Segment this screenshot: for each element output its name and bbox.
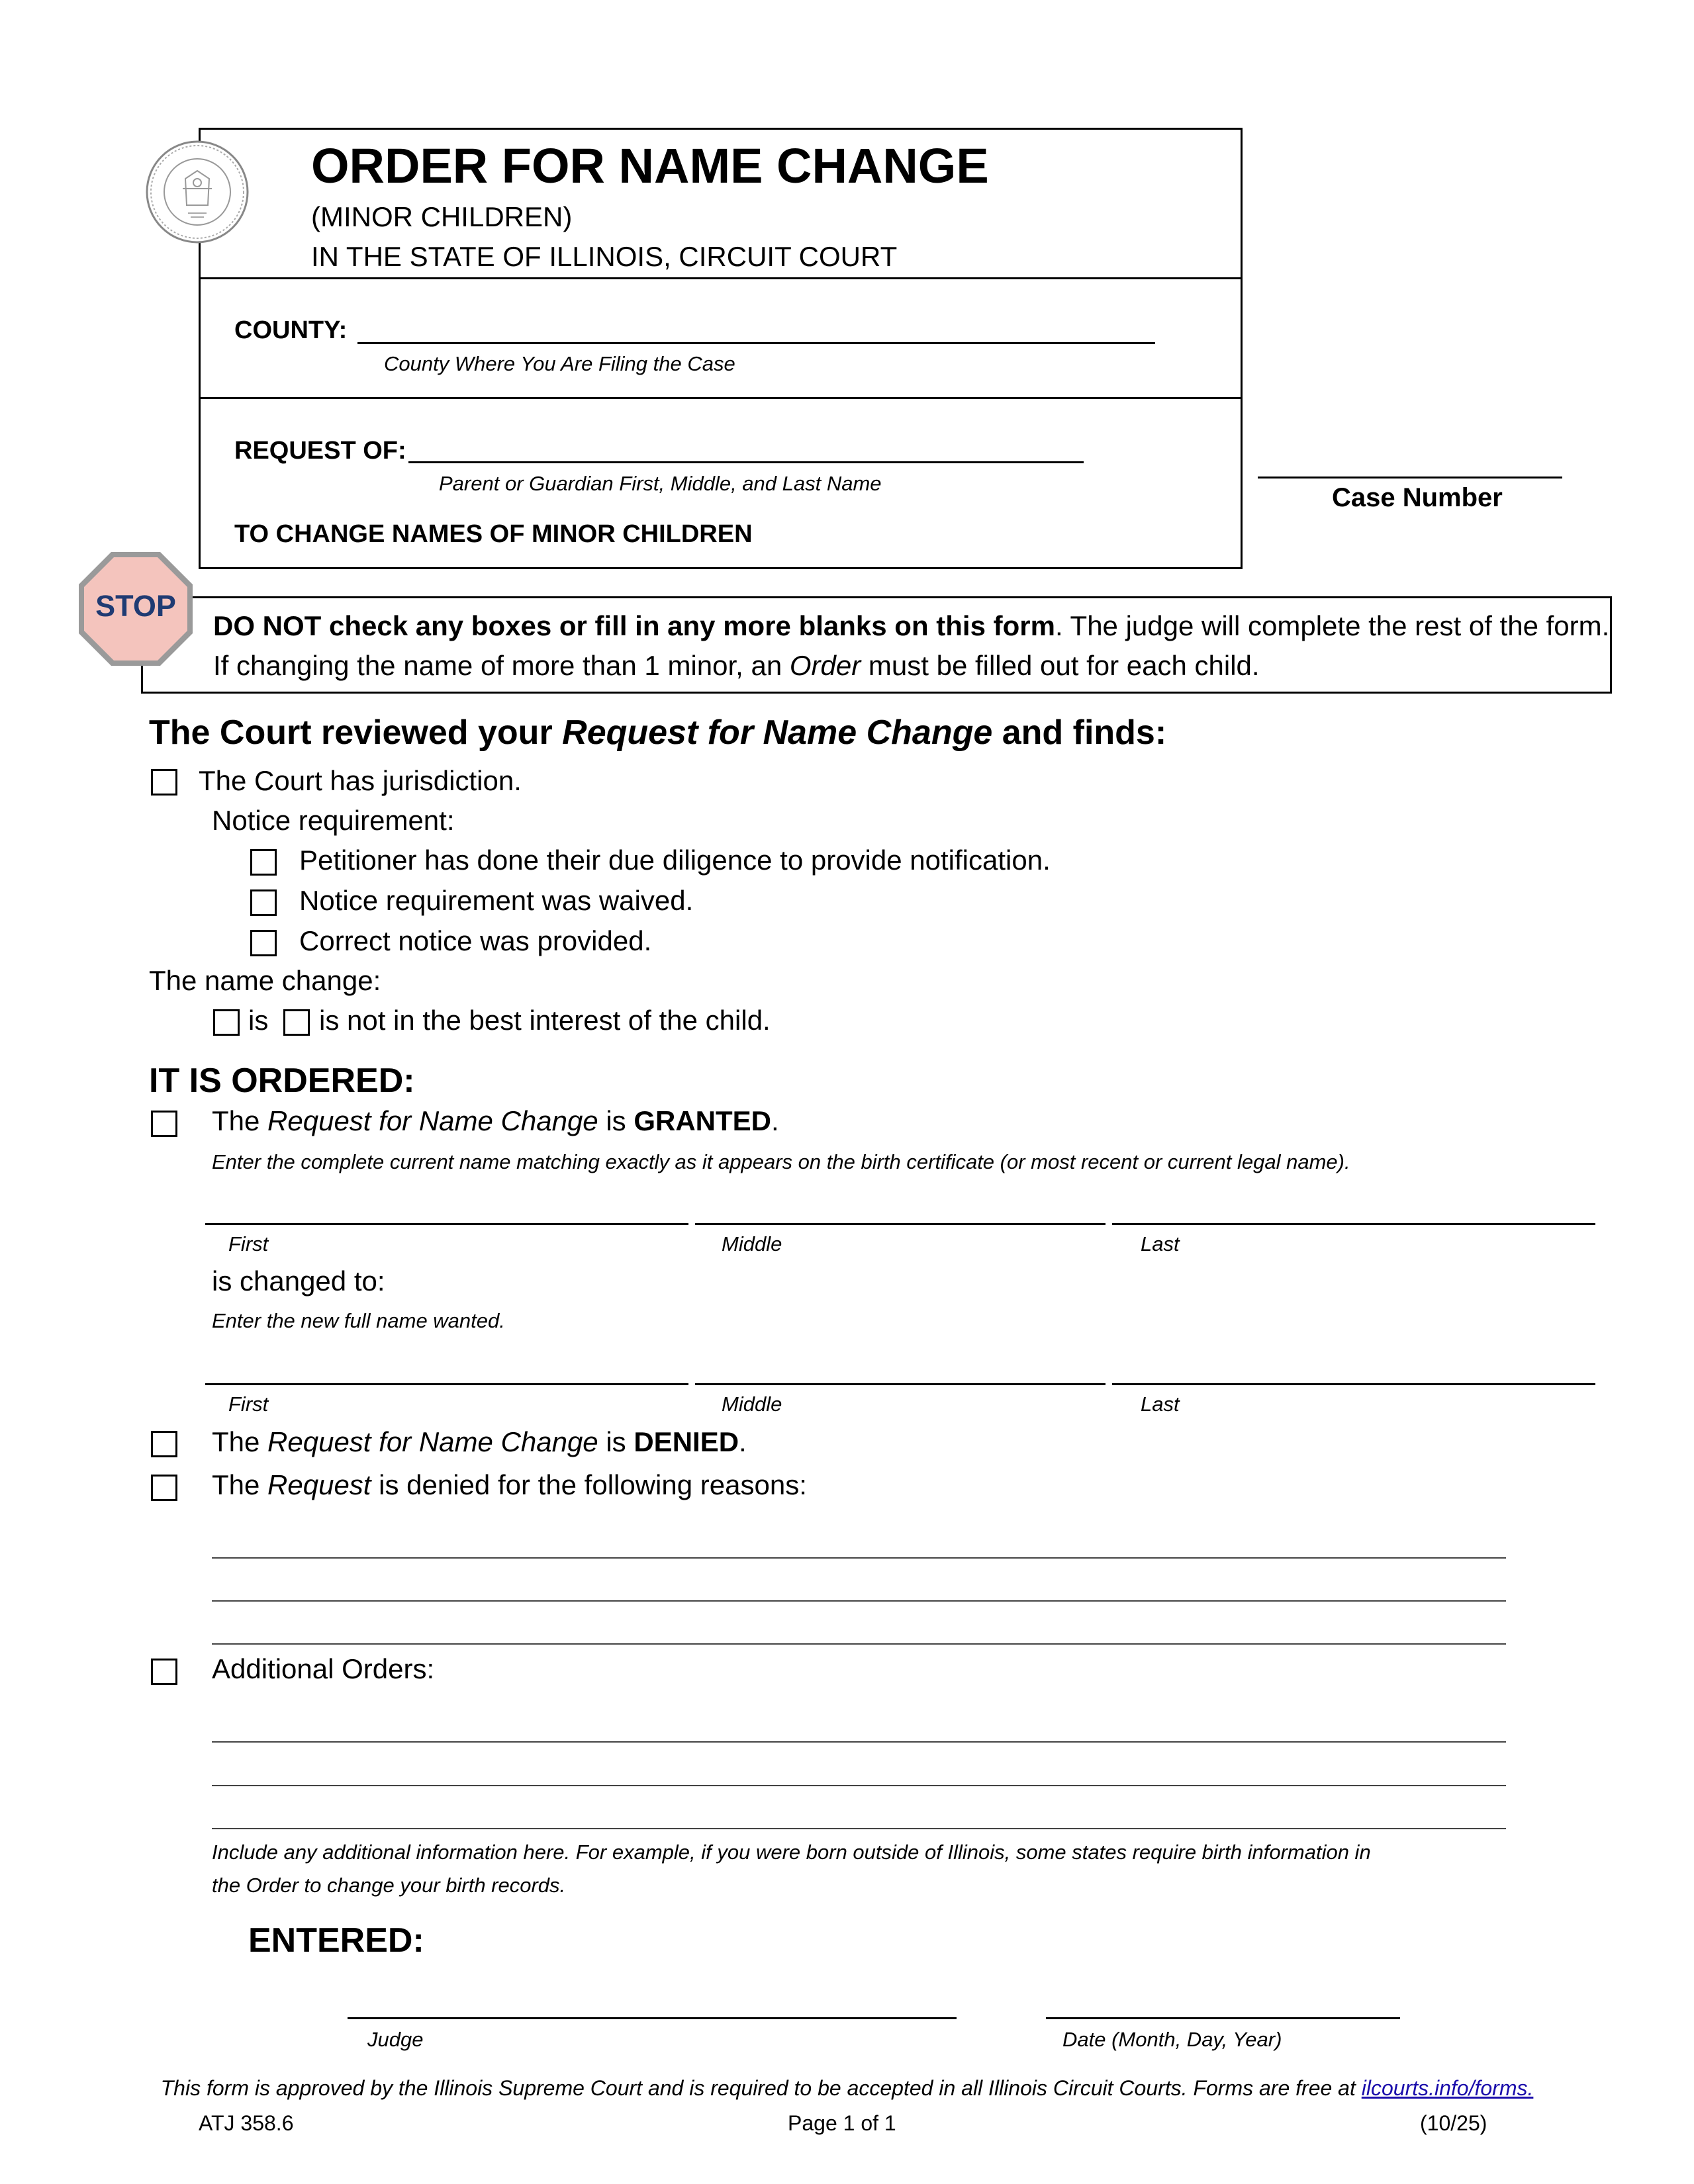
stop-instruction-order: Order bbox=[789, 650, 861, 681]
current-first-name-line[interactable] bbox=[205, 1223, 688, 1225]
stop-instruction-rest: . The judge will complete the rest of the form. bbox=[1055, 610, 1610, 641]
current-first-label: First bbox=[228, 1232, 269, 1255]
forms-link[interactable]: ilcourts.info/forms. bbox=[1361, 2076, 1534, 2100]
denied-text-e: . bbox=[739, 1426, 747, 1457]
page-number: Page 1 of 1 bbox=[788, 2111, 896, 2135]
form-subtitle: (MINOR CHILDREN) bbox=[311, 201, 573, 232]
county-label: COUNTY: bbox=[234, 316, 348, 344]
additional-order-line-1[interactable] bbox=[212, 1741, 1506, 1743]
case-number-field-line[interactable] bbox=[1258, 477, 1562, 478]
notice-provided-label: Correct notice was provided. bbox=[299, 925, 652, 956]
notice-waived-checkbox[interactable] bbox=[250, 889, 277, 916]
jurisdiction-checkbox[interactable] bbox=[151, 769, 177, 796]
findings-heading bbox=[149, 713, 1166, 752]
denied-reason-line-3[interactable] bbox=[212, 1643, 1506, 1645]
request-of-field-line[interactable] bbox=[408, 461, 1084, 463]
court-name: IN THE STATE OF ILLINOIS, CIRCUIT COURT bbox=[311, 241, 898, 272]
form-version: (10/25) bbox=[1420, 2111, 1487, 2135]
denied-text-a: The bbox=[212, 1426, 268, 1457]
new-first-name-line[interactable] bbox=[205, 1383, 688, 1385]
additional-info-note-2: the Order to change your birth records. bbox=[212, 1874, 566, 1897]
notice-provided-checkbox[interactable] bbox=[250, 930, 277, 956]
new-last-name-line[interactable] bbox=[1112, 1383, 1595, 1385]
reasons-text-b: Request bbox=[267, 1469, 371, 1500]
change-names-label: TO CHANGE NAMES OF MINOR CHILDREN bbox=[234, 520, 753, 548]
denied-reasons-checkbox[interactable] bbox=[151, 1475, 177, 1501]
notice-waived-label: Notice requirement was waived. bbox=[299, 885, 694, 916]
form-title: ORDER FOR NAME CHANGE bbox=[311, 138, 989, 193]
reasons-text-c: is denied for the following reasons: bbox=[371, 1469, 807, 1500]
changed-to-label: is changed to: bbox=[212, 1265, 385, 1297]
denied-reasons-label bbox=[212, 1469, 807, 1501]
denied-checkbox[interactable] bbox=[151, 1431, 177, 1457]
new-first-label: First bbox=[228, 1392, 269, 1416]
jurisdiction-label: The Court has jurisdiction. bbox=[199, 765, 522, 796]
stop-instruction-line-2 bbox=[213, 650, 1260, 682]
judge-signature-line[interactable] bbox=[348, 2017, 957, 2019]
supreme-court-seal bbox=[144, 139, 250, 245]
additional-order-line-2[interactable] bbox=[212, 1785, 1506, 1786]
current-name-instruction: Enter the complete current name matching exactly as it appears on the birth certificate (or most recent or current legal name). bbox=[212, 1150, 1350, 1173]
granted-label bbox=[212, 1105, 779, 1137]
best-interest-is-checkbox[interactable] bbox=[213, 1009, 240, 1036]
new-middle-label: Middle bbox=[722, 1392, 782, 1416]
header-divider-2 bbox=[199, 397, 1243, 399]
granted-text-d: GRANTED bbox=[634, 1105, 772, 1136]
header-box bbox=[199, 128, 1243, 569]
additional-orders-checkbox[interactable] bbox=[151, 1659, 177, 1685]
footer-approval-text: This form is approved by the Illinois Supreme Court and is required to be accepted in all Illinois Circuit Courts. Forms are free at bbox=[160, 2076, 1362, 2100]
judge-label: Judge bbox=[367, 2028, 424, 2051]
denied-text-d: DENIED bbox=[634, 1426, 739, 1457]
stop-sign-text: STOP bbox=[95, 589, 176, 623]
current-last-label: Last bbox=[1141, 1232, 1180, 1255]
notice-requirement-label: Notice requirement: bbox=[212, 805, 455, 836]
name-change-label: The name change: bbox=[149, 965, 381, 996]
county-field-line[interactable] bbox=[357, 342, 1155, 344]
form-id: ATJ 358.6 bbox=[199, 2111, 294, 2135]
findings-heading-b: Request for Name Change bbox=[562, 713, 993, 752]
notice-due-diligence-label: Petitioner has done their due diligence to provide notification. bbox=[299, 844, 1051, 876]
stop-instruction-text: If changing the name of more than 1 minor, an bbox=[213, 650, 790, 681]
best-interest-is-not-label: is not in the best interest of the child. bbox=[319, 1005, 771, 1036]
footer-approval bbox=[0, 2076, 1694, 2101]
case-number-label: Case Number bbox=[1332, 483, 1503, 512]
best-interest-is-label: is bbox=[248, 1005, 269, 1036]
ordered-heading: IT IS ORDERED: bbox=[149, 1062, 415, 1100]
denied-text-c: is bbox=[598, 1426, 634, 1457]
granted-text-a: The bbox=[212, 1105, 268, 1136]
denied-text-b: Request for Name Change bbox=[267, 1426, 598, 1457]
findings-heading-a: The Court reviewed your bbox=[149, 713, 563, 752]
entered-heading: ENTERED: bbox=[248, 1921, 424, 1960]
current-middle-label: Middle bbox=[722, 1232, 782, 1255]
findings-heading-c: and finds: bbox=[992, 713, 1167, 752]
notice-due-diligence-checkbox[interactable] bbox=[250, 849, 277, 876]
date-line[interactable] bbox=[1046, 2017, 1400, 2019]
new-middle-name-line[interactable] bbox=[695, 1383, 1106, 1385]
granted-text-b: Request for Name Change bbox=[267, 1105, 598, 1136]
new-last-label: Last bbox=[1141, 1392, 1180, 1416]
denied-reason-line-1[interactable] bbox=[212, 1557, 1506, 1559]
date-label: Date (Month, Day, Year) bbox=[1062, 2028, 1282, 2051]
current-last-name-line[interactable] bbox=[1112, 1223, 1595, 1225]
new-name-instruction: Enter the new full name wanted. bbox=[212, 1309, 505, 1332]
current-middle-name-line[interactable] bbox=[695, 1223, 1106, 1225]
denied-reason-line-2[interactable] bbox=[212, 1600, 1506, 1602]
request-of-label: REQUEST OF: bbox=[234, 437, 406, 465]
county-hint: County Where You Are Filing the Case bbox=[384, 352, 735, 375]
additional-info-note-1: Include any additional information here. For example, if you were born outside of Illinois, some states require birth information in bbox=[212, 1841, 1371, 1864]
stop-instruction-bold: DO NOT check any boxes or fill in any more blanks on this form bbox=[213, 610, 1055, 641]
granted-text-c: is bbox=[598, 1105, 634, 1136]
additional-orders-label: Additional Orders: bbox=[212, 1653, 435, 1684]
denied-label bbox=[212, 1426, 747, 1458]
granted-checkbox[interactable] bbox=[151, 1111, 177, 1137]
additional-order-line-3[interactable] bbox=[212, 1828, 1506, 1829]
request-of-hint: Parent or Guardian First, Middle, and Last Name bbox=[439, 472, 882, 495]
best-interest-is-not-checkbox[interactable] bbox=[283, 1009, 310, 1036]
header-divider-1 bbox=[199, 277, 1243, 279]
granted-text-e: . bbox=[771, 1105, 779, 1136]
reasons-text-a: The bbox=[212, 1469, 268, 1500]
stop-instruction-text-end: must be filled out for each child. bbox=[861, 650, 1260, 681]
stop-instruction-line-1 bbox=[213, 610, 1609, 642]
